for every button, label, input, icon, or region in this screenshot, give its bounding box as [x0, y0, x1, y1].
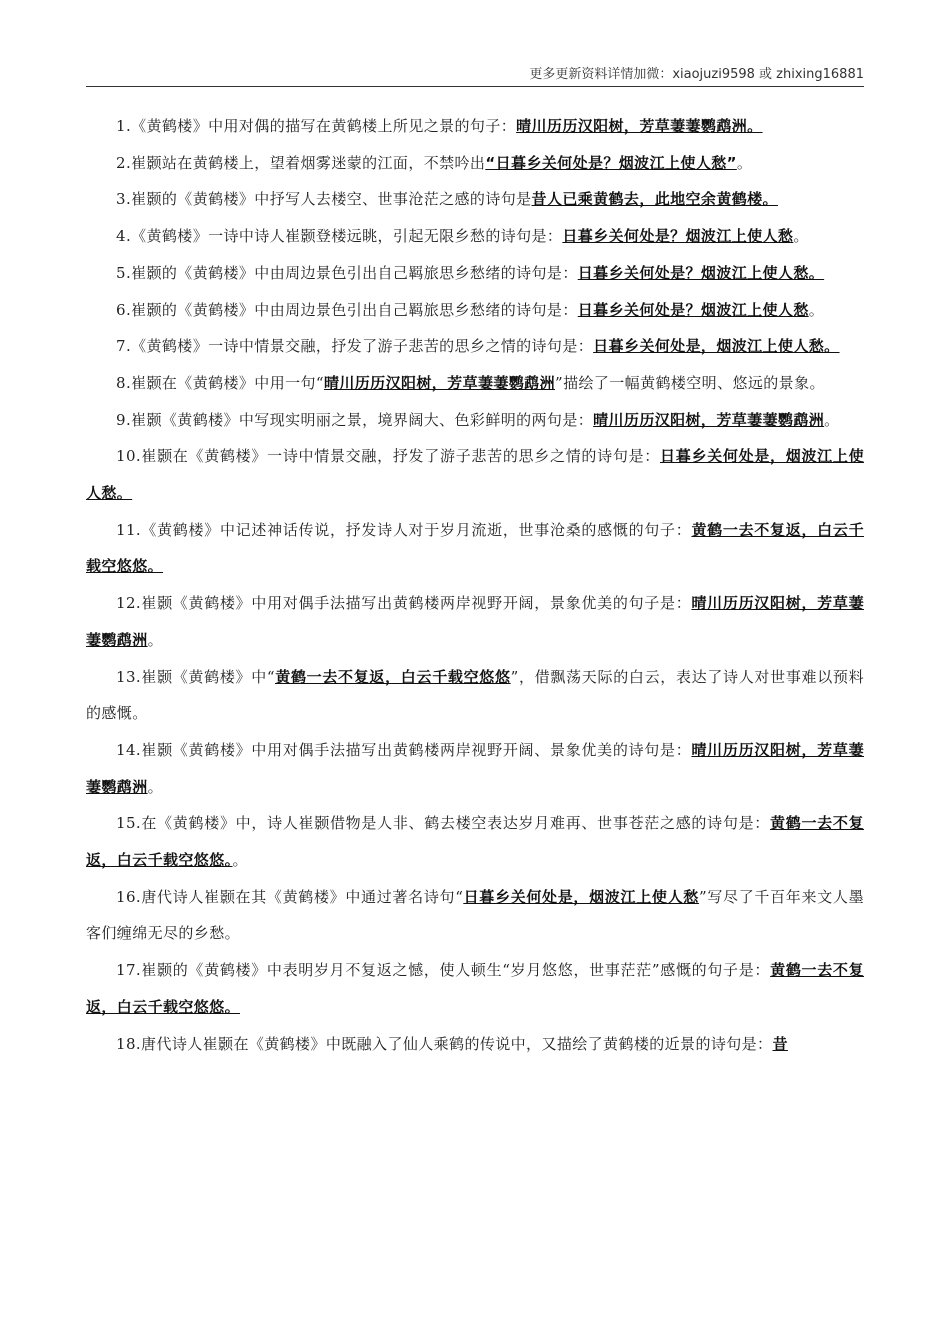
question-item — [86, 365, 864, 402]
question-suffix: ”描绘了一幅黄鹤楼空明、悠远的景象。 — [555, 373, 825, 392]
question-item — [86, 255, 864, 292]
answer-text: 昔 — [772, 1034, 788, 1053]
question-text: 14.崔颢《黄鹤楼》中用对偶手法描写出黄鹤楼两岸视野开阔、景象优美的诗句是： — [116, 740, 692, 759]
question-item — [86, 585, 864, 658]
question-text: 9.崔颢《黄鹤楼》中写现实明丽之景，境界阔大、色彩鲜明的两句是： — [116, 410, 594, 429]
answer-text: 晴川历历汉阳树，芳草萋萋鹦鹉洲 — [593, 410, 825, 429]
answer-text: 日暮乡关何处是？烟波江上使人愁 — [577, 300, 809, 319]
answer-text: 昔人已乘黄鹤去，此地空余黄鹤楼。 — [531, 190, 778, 209]
question-suffix: 。 — [736, 153, 753, 172]
question-suffix: ”，借飘荡天际的白云，表达了诗人对世事难以预料的感慨。 — [86, 667, 864, 723]
question-item — [86, 218, 864, 255]
answer-text: 日暮乡关何处是，烟波江上使人愁 — [463, 887, 699, 906]
question-suffix: 。 — [232, 851, 248, 870]
question-text: 10.崔颢在《黄鹤楼》一诗中情景交融，抒发了游子悲苦的思乡之情的诗句是： — [116, 447, 660, 466]
question-item — [86, 1026, 864, 1063]
question-item — [86, 292, 864, 329]
question-text: 17.崔颢的《黄鹤楼》中表明岁月不复返之憾，使人顿生“岁月悠悠，世事茫茫”感慨的句子是： — [116, 961, 771, 980]
question-suffix: ”写尽了千百年来文人墨客们缠绵无尽的乡愁。 — [86, 887, 864, 943]
answer-text: 黄鹤一去不复返，白云千载空悠悠。 — [86, 520, 864, 576]
question-item — [86, 438, 864, 511]
question-text: 11.《黄鹤楼》中记述神话传说，抒发诗人对于岁月流逝，世事沧桑的感慨的句子： — [116, 520, 692, 539]
answer-text: 黄鹤一去不复返，白云千载空悠悠。 — [86, 814, 864, 870]
question-text: 18.唐代诗人崔颢在《黄鹤楼》中既融入了仙人乘鹤的传说中，又描绘了黄鹤楼的近景的诗句是： — [116, 1034, 773, 1053]
answer-text: 日暮乡关何处是，烟波江上使人愁。 — [593, 337, 840, 356]
question-text: 12.崔颢《黄鹤楼》中用对偶手法描写出黄鹤楼两岸视野开阔，景象优美的句子是： — [116, 594, 692, 613]
question-suffix: 。 — [147, 630, 164, 649]
answer-text: 日暮乡关何处是？烟波江上使人愁 — [562, 227, 794, 246]
question-text: 8.崔颢在《黄鹤楼》中用一句“ — [116, 373, 324, 392]
question-suffix: 。 — [808, 300, 825, 319]
question-item — [86, 952, 864, 1025]
answer-text: 晴川历历汉阳树，芳草萋萋鹦鹉洲 — [323, 373, 555, 392]
question-item — [86, 402, 864, 439]
answer-text: 黄鹤一去不复返，白云千载空悠悠 — [274, 667, 511, 686]
answer-text: 黄鹤一去不复返，白云千载空悠悠。 — [86, 961, 864, 1016]
question-item — [86, 732, 864, 805]
question-suffix: 。 — [147, 777, 164, 796]
answer-text: “日暮乡关何处是？烟波江上使人愁” — [485, 153, 737, 172]
question-text: 2.崔颢站在黄鹤楼上，望着烟雾迷蒙的江面，不禁吟出 — [116, 153, 486, 172]
page-header: 更多更新资料详情加微：xiaojuzi9598 或 zhixing16881 — [86, 64, 864, 87]
question-item — [86, 181, 864, 218]
question-list — [86, 108, 864, 1062]
question-text: 15.在《黄鹤楼》中，诗人崔颢借物是人非、鹤去楼空表达岁月难再、世事苍茫之感的诗句是： — [116, 814, 771, 833]
answer-text: 日暮乡关何处是，烟波江上使人愁。 — [86, 447, 864, 503]
answer-text: 日暮乡关何处是？烟波江上使人愁。 — [577, 263, 825, 282]
answer-text: 晴川历历汉阳树，芳草萋萋鹦鹉洲 — [86, 740, 864, 796]
question-suffix: 。 — [824, 410, 840, 429]
answer-text: 晴川历历汉阳树，芳草萋萋鹦鹉洲 — [86, 594, 864, 649]
question-item — [86, 879, 864, 952]
question-item — [86, 145, 864, 182]
question-item — [86, 328, 864, 365]
question-text: 5.崔颢的《黄鹤楼》中由周边景色引出自己羁旅思乡愁绪的诗句是： — [116, 263, 578, 282]
question-text: 13.崔颢《黄鹤楼》中“ — [116, 667, 275, 686]
answer-text: 晴川历历汉阳树，芳草萋萋鹦鹉洲。 — [516, 117, 763, 135]
question-text: 3.崔颢的《黄鹤楼》中抒写人去楼空、世事沧茫之感的诗句是 — [116, 190, 532, 209]
question-item — [86, 108, 864, 145]
question-text: 4.《黄鹤楼》一诗中诗人崔颢登楼远眺，引起无限乡愁的诗句是： — [116, 227, 563, 246]
question-text: 6.崔颢的《黄鹤楼》中由周边景色引出自己羁旅思乡愁绪的诗句是： — [116, 300, 578, 319]
question-item — [86, 805, 864, 878]
question-item — [86, 659, 864, 732]
question-suffix: 。 — [793, 227, 809, 246]
question-item — [86, 512, 864, 585]
question-text: 1.《黄鹤楼》中用对偶的描写在黄鹤楼上所见之景的句子： — [116, 117, 517, 135]
question-text: 7.《黄鹤楼》一诗中情景交融，抒发了游子悲苦的思乡之情的诗句是： — [116, 337, 594, 356]
question-text: 16.唐代诗人崔颢在其《黄鹤楼》中通过著名诗句“ — [116, 887, 464, 906]
